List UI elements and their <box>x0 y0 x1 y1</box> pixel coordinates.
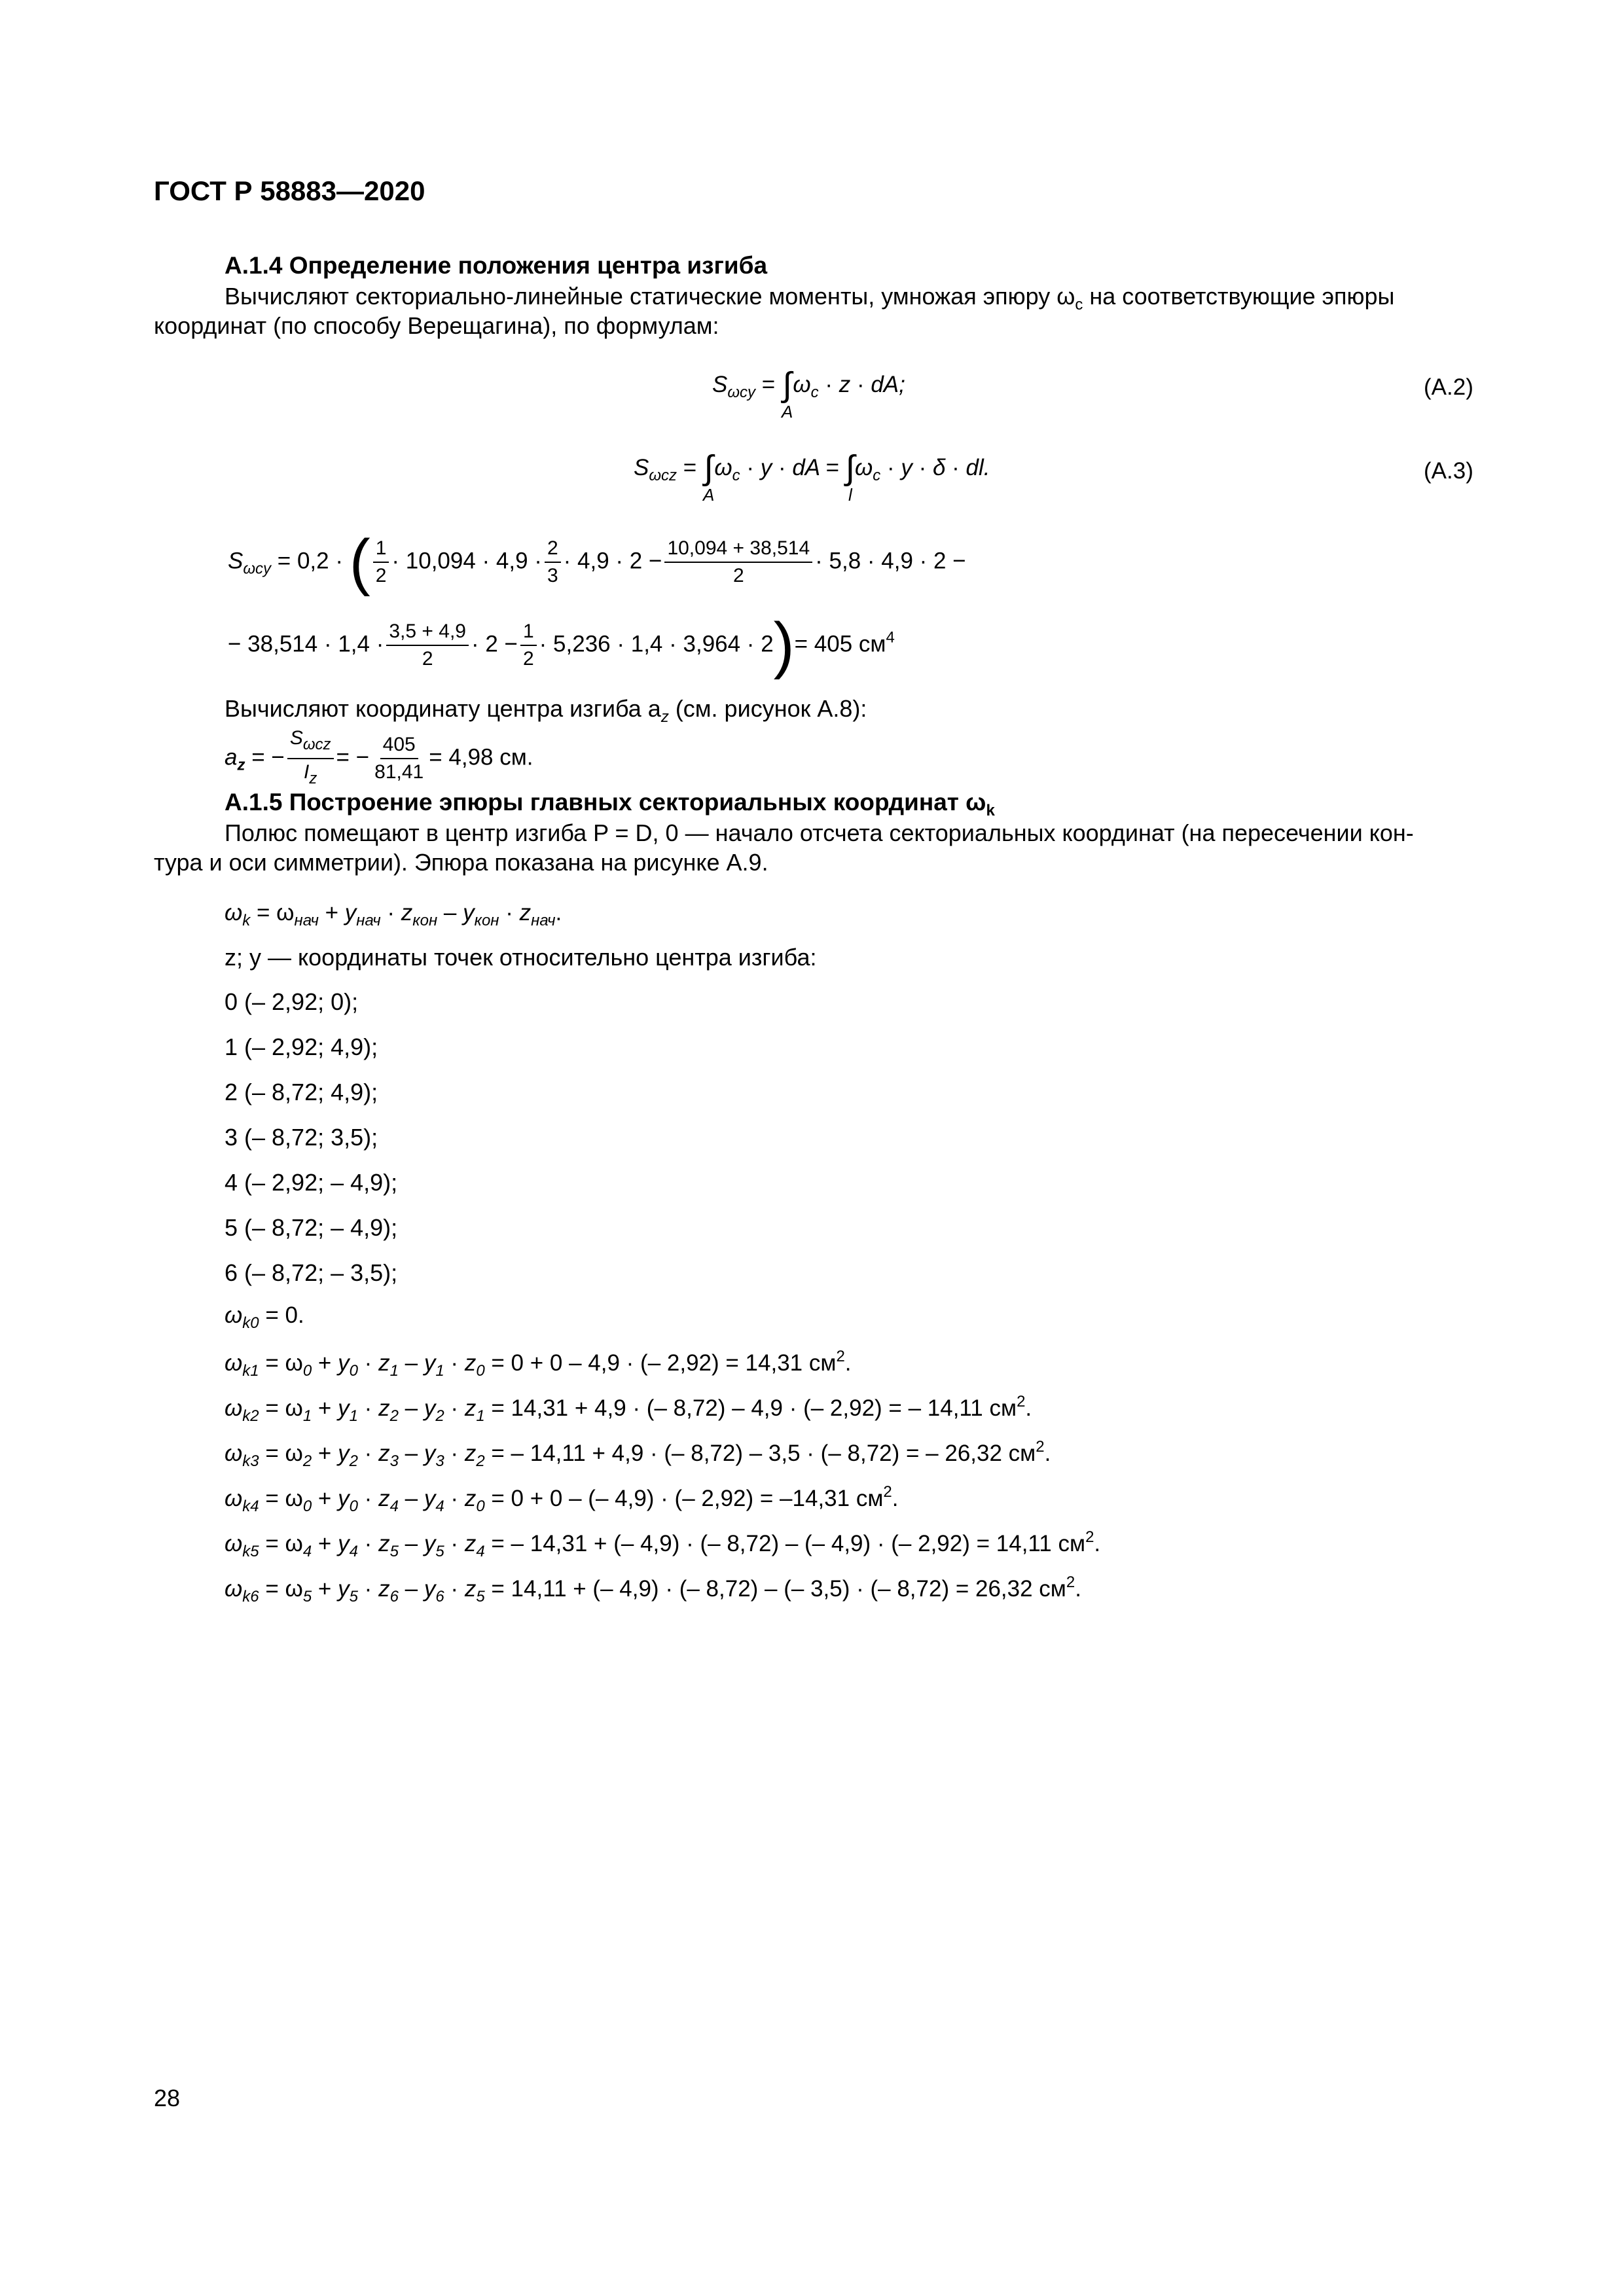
point-coordinate: 5 (– 8,72; – 4,9); <box>225 1214 398 1241</box>
point-coordinate: 6 (– 8,72; – 3,5); <box>225 1259 398 1286</box>
section-a14-paragraph-line2: координат (по способу Верещагина), по формулам: <box>154 312 719 339</box>
point-coordinate: 0 (– 2,92; 0); <box>225 988 359 1015</box>
bending-center-formula: $a_z$ = − $\frac{S_{\omega cz}}{I_z}$ = − $\frac{405}{81,41}$ = 4,98 см. <box>225 725 533 792</box>
formula-a3: $S_{\omega cz}$ = ∫ A $\omega_c \cdot y$ · dA = ∫ l $\omega_c \cdot y \cdot \delta$ · dl. <box>634 449 990 505</box>
point-coordinate: 3 (– 8,72; 3,5); <box>225 1124 378 1151</box>
equation-number-a3: (А.3) <box>1424 458 1473 484</box>
section-title-a14: А.1.4 Определение положения центра изгиба <box>225 252 768 279</box>
point-coordinate: 4 (– 2,92; – 4,9); <box>225 1169 398 1196</box>
formula-a2: $S_{\omega cy}$ = ∫ A $\omega_c \cdot z$ · dA; <box>712 366 905 422</box>
section-title-a15: А.1.5 Построение эпюры главных секториальных координат $\omega_k$ <box>225 789 995 819</box>
coordinates-note: z; y — координаты точек относительно центра изгиба: <box>225 944 817 971</box>
equation-number-a2: (А.2) <box>1424 374 1473 400</box>
omega-row: $\omega_{k4} = \omega_0 + y_0 \cdot z_4 - y_4 \cdot z_0 = 0 + 0$ – (– 4,9) · (– 2,92) = –14,31 $см^2$. <box>225 1483 899 1515</box>
page-number: 28 <box>154 2085 181 2111</box>
omega-row: $\omega_{k1} = \omega_0 + y_0 \cdot z_1 - y_1 \cdot z_0 = 0 + 0 - 4,9$ · (– 2,92) = 14,31 $см^2$. <box>225 1348 852 1380</box>
sectorial-coordinate-definition: $\omega_k = \omega_{нач} + y_{нач} \cdot z_{кон} - y_{кон} \cdot z_{нач}$. <box>225 900 562 929</box>
section-a15-paragraph-line2: тура и оси симметрии). Эпюра показана на рисунке А.9. <box>154 849 768 876</box>
document-header: ГОСТ Р 58883—2020 <box>154 175 425 206</box>
omega-row: $\omega_{k5} = \omega_4 + y_4 \cdot z_5 - y_5 \cdot z_4$ = – 14,31 + (– 4,9) · (– 8,72) – (– 4,9) · (– 2,92) = 14,11 $см^2$. <box>225 1528 1101 1560</box>
point-coordinate: 1 (– 2,92; 4,9); <box>225 1033 378 1060</box>
calculation-line-1: $S_{\omega cy} = 0,2$ · ( $\frac{1}{2}$ · 10,094 · 4,9 · $\frac{2}{3}$ · 4,9 · 2 − $\frac{10,094 + 38,514}{2}$ · 5,8 · 4,9 · 2 − <box>228 527 966 597</box>
omega-row: $\omega_{k2} = \omega_1 + y_1 \cdot z_2 - y_2 \cdot z_1 = 14,31 + 4,9$ · (– 8,72) – 4,9 · (– 2,92) = – 14,11 $см^2$. <box>225 1393 1032 1425</box>
section-a15-paragraph-line1: Полюс помещают в центр изгиба P = D, 0 — начало отсчета секториальных координат (на пересечении кон- <box>225 819 1414 846</box>
point-coordinate: 2 (– 8,72; 4,9); <box>225 1079 378 1105</box>
omega-row: $\omega_{k6} = \omega_5 + y_5 \cdot z_6 - y_6 \cdot z_5 = 14,11$ + (– 4,9) · (– 8,72) – (– 3,5) · (– 8,72) = 26,32 $см^2$. <box>225 1573 1081 1605</box>
bending-center-sentence: Вычисляют координату центра изгиба $a_z$ (см. рисунок А.8): <box>225 695 867 726</box>
omega-row: $\omega_{k3} = \omega_2 + y_2 \cdot z_3 - y_3 \cdot z_2$ = – 14,11 + 4,9 · (– 8,72) – 3,5 · (– 8,72) = – 26,32 $см^2$. <box>225 1438 1051 1470</box>
section-a14-paragraph-line1: Вычисляют секториально-линейные статические моменты, умножая эпюру $\omega_c$ на соответствующие эпюры <box>225 283 1395 314</box>
calculation-line-2: − 38,514 · 1,4 · $\frac{3,5 + 4,9}{2}$ · 2 − $\frac{1}{2}$ · 5,236 · 1,4 · 3,964 · 2)= 405 $см^4$ <box>228 610 895 680</box>
omega-k0-row: $\omega_{k0} = 0$. <box>225 1302 304 1332</box>
